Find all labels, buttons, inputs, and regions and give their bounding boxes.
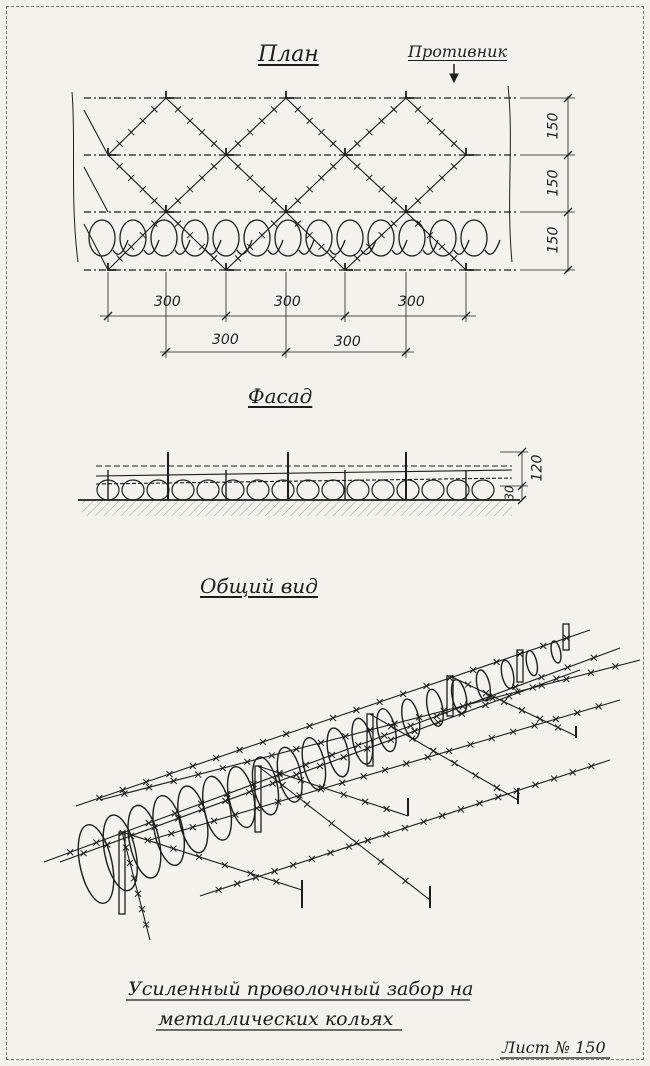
facade-title: Фасад [248, 384, 313, 408]
caption-line-1: Усиленный проволочный забор на [128, 978, 474, 1000]
facade-drawing [78, 448, 528, 516]
facade-dim-120: 120 [529, 454, 546, 482]
enemy-arrow [450, 64, 458, 82]
enemy-label: Противник [408, 42, 508, 61]
plan-dim-top-2: 300 [274, 294, 301, 310]
plan-dim-top-1: 300 [154, 294, 181, 310]
caption-line-2: металлических кольях [158, 1008, 394, 1030]
plan-title: План [258, 42, 319, 67]
plan-dim-v1: 150 [545, 112, 562, 140]
plan-drawing [72, 86, 575, 358]
facade-dim-30: 30 [502, 485, 517, 501]
plan-dim-bottom-1: 300 [212, 332, 239, 348]
general-view-drawing [44, 624, 640, 940]
plan-dim-v2: 150 [545, 169, 562, 197]
general-view-title: Общий вид [200, 574, 318, 598]
plan-dim-top-3: 300 [398, 294, 425, 310]
plan-dim-v3: 150 [545, 226, 562, 254]
sheet-number: Лист № 150 [502, 1038, 606, 1057]
plan-dim-bottom-2: 300 [334, 334, 361, 350]
